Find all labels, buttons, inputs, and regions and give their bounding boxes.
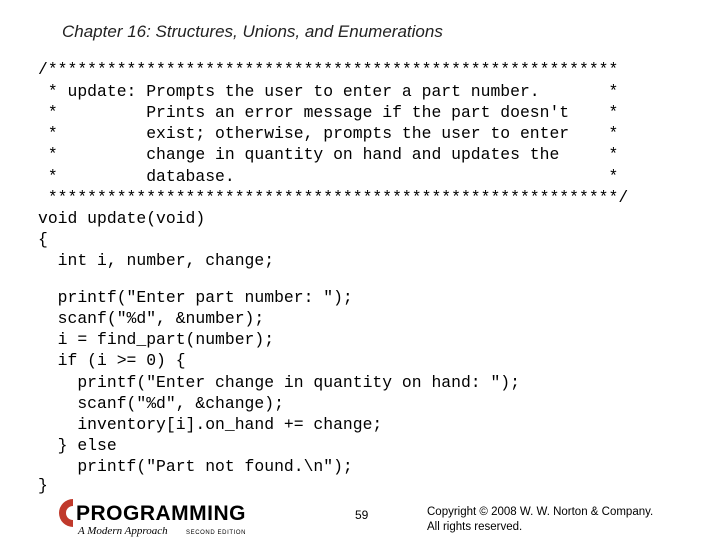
code-line: printf("Part not found.\n"); — [38, 457, 353, 476]
code-line: { — [38, 230, 48, 249]
code-line: * Prints an error message if the part doesn't * — [38, 103, 619, 122]
code-line: /********************************************************** — [38, 60, 619, 79]
code-line: i = find_part(number); — [38, 330, 275, 349]
logo-c-mark — [59, 499, 73, 527]
copyright-line: Copyright © 2008 W. W. Norton & Company. — [427, 506, 654, 518]
code-line: **********************************************************/ — [38, 188, 629, 207]
copyright-line: All rights reserved. — [427, 521, 523, 533]
code-line: } else — [38, 436, 117, 455]
page-number: 59 — [355, 508, 369, 522]
programming-logo — [56, 496, 271, 538]
code-line: * update: Prompts the user to enter a part number. * — [38, 82, 619, 101]
logo-edition: SECOND EDITION — [186, 530, 247, 536]
code-line: } — [38, 476, 48, 495]
code-line: void update(void) — [38, 209, 206, 228]
code-line: printf("Enter part number: "); — [38, 288, 353, 307]
code-line: if (i >= 0) { — [38, 351, 186, 370]
code-line: int i, number, change; — [38, 251, 275, 270]
code-line: scanf("%d", &number); — [38, 309, 265, 328]
code-line: * database. * — [38, 167, 619, 186]
code-line: * change in quantity on hand and updates the * — [38, 145, 619, 164]
code-line: printf("Enter change in quantity on hand: "); — [38, 373, 520, 392]
slide-header: Chapter 16: Structures, Unions, and Enumerations — [62, 22, 443, 41]
code-line: * exist; otherwise, prompts the user to enter * — [38, 124, 619, 143]
copyright-notice — [427, 505, 653, 535]
logo-text: PROGRAMMING — [76, 502, 246, 525]
logo-subtitle: A Modern Approach — [78, 525, 168, 537]
code-line: inventory[i].on_hand += change; — [38, 415, 383, 434]
code-line: scanf("%d", &change); — [38, 394, 284, 413]
